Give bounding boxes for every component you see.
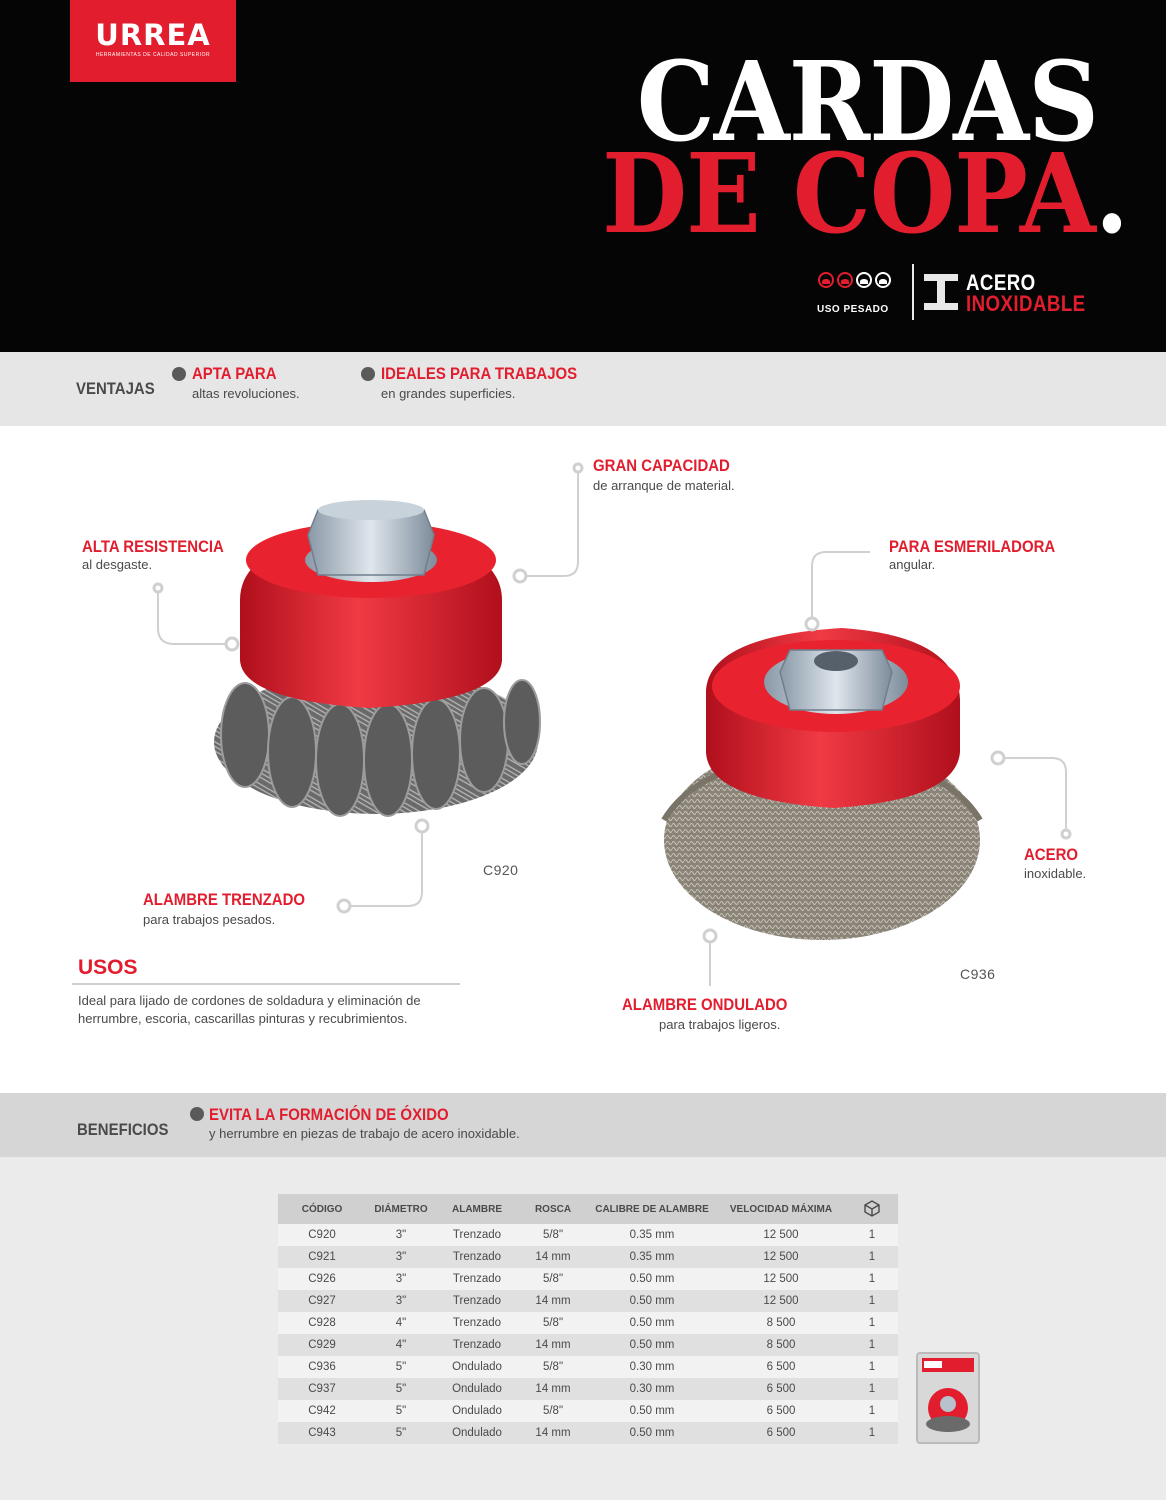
cell-cantidad: 1 — [846, 1246, 898, 1268]
col-header-diametro: DIÁMETRO — [366, 1194, 436, 1224]
material-line-1: ACERO — [966, 270, 1036, 295]
table-row — [278, 1246, 898, 1268]
col-header-velocidad: VELOCIDAD MÁXIMA — [716, 1194, 846, 1224]
cell-rosca: 14 mm — [518, 1422, 588, 1444]
cell-calibre: 0.30 mm — [588, 1356, 716, 1378]
cell-rosca: 14 mm — [518, 1334, 588, 1356]
feature-ondulado-sub: para trabajos ligeros. — [659, 1017, 781, 1032]
feature-alta-resistencia-title: ALTA RESISTENCIA — [82, 537, 224, 556]
cell-velocidad: 12 500 — [716, 1268, 846, 1290]
cell-velocidad: 8 500 — [716, 1312, 846, 1334]
col-header-codigo: CÓDIGO — [278, 1194, 366, 1224]
beneficios-band — [0, 1093, 1166, 1157]
col-header-alambre: ALAMBRE — [436, 1194, 518, 1224]
table-row — [278, 1224, 898, 1246]
table-row — [278, 1312, 898, 1334]
title-line-1: CARDAS — [636, 37, 1098, 167]
table-row — [278, 1356, 898, 1378]
cell-codigo: C920 — [278, 1224, 366, 1246]
cell-cantidad: 1 — [846, 1312, 898, 1334]
beneficio-sub: y herrumbre en piezas de trabajo de acero inoxidable. — [209, 1126, 520, 1141]
cell-calibre: 0.50 mm — [588, 1400, 716, 1422]
cell-calibre: 0.35 mm — [588, 1224, 716, 1246]
product-code-left: C920 — [483, 862, 519, 878]
title-line-2-text: DE COPA — [602, 129, 1095, 259]
usos-divider — [72, 983, 460, 985]
cell-diametro: 5" — [366, 1356, 436, 1378]
table-row — [278, 1378, 898, 1400]
feature-esmeriladora-sub: angular. — [889, 557, 936, 572]
cell-alambre: Ondulado — [436, 1422, 518, 1444]
title-dot: . — [1094, 129, 1128, 259]
product-code-right: C936 — [960, 966, 996, 982]
ventajas-label: VENTAJAS — [76, 379, 155, 398]
cell-velocidad: 12 500 — [716, 1290, 846, 1312]
cell-cantidad: 1 — [846, 1268, 898, 1290]
cell-diametro: 3" — [366, 1224, 436, 1246]
col-header-package — [846, 1194, 898, 1224]
logo-tagline: HERRAMIENTAS DE CALIDAD SUPERIOR — [95, 52, 211, 58]
cell-cantidad: 1 — [846, 1290, 898, 1312]
feature-esmeriladora-title: PARA ESMERILADORA — [889, 537, 1056, 556]
cell-cantidad: 1 — [846, 1400, 898, 1422]
cell-diametro: 3" — [366, 1290, 436, 1312]
cell-codigo: C926 — [278, 1268, 366, 1290]
table-row — [278, 1268, 898, 1290]
cell-codigo: C936 — [278, 1356, 366, 1378]
beneficios-label: BENEFICIOS — [77, 1120, 169, 1139]
table-row — [278, 1290, 898, 1312]
cell-rosca: 14 mm — [518, 1290, 588, 1312]
cell-alambre: Trenzado — [436, 1268, 518, 1290]
cell-diametro: 3" — [366, 1246, 436, 1268]
beneficio-title: EVITA LA FORMACIÓN DE ÓXIDO — [209, 1105, 449, 1124]
cell-calibre: 0.50 mm — [588, 1312, 716, 1334]
feature-alta-resistencia-sub: al desgaste. — [82, 557, 153, 572]
feature-gran-capacidad-title: GRAN CAPACIDAD — [593, 456, 730, 475]
cell-codigo: C927 — [278, 1290, 366, 1312]
spec-table — [278, 1194, 898, 1444]
table-row — [278, 1334, 898, 1356]
cell-calibre: 0.35 mm — [588, 1246, 716, 1268]
cell-cantidad: 1 — [846, 1378, 898, 1400]
cell-alambre: Ondulado — [436, 1378, 518, 1400]
cell-codigo: C937 — [278, 1378, 366, 1400]
cell-alambre: Ondulado — [436, 1400, 518, 1422]
ventaja-1-title: APTA PARA — [192, 364, 277, 383]
cell-diametro: 4" — [366, 1312, 436, 1334]
cell-velocidad: 12 500 — [716, 1224, 846, 1246]
feature-gran-capacidad-sub: de arranque de material. — [593, 478, 735, 493]
cell-velocidad: 6 500 — [716, 1422, 846, 1444]
cell-codigo: C942 — [278, 1400, 366, 1422]
cell-codigo: C929 — [278, 1334, 366, 1356]
cell-codigo: C921 — [278, 1246, 366, 1268]
feature-trenzado-title: ALAMBRE TRENZADO — [143, 890, 306, 909]
cell-cantidad: 1 — [846, 1356, 898, 1378]
bullet — [190, 1107, 204, 1121]
cell-diametro: 5" — [366, 1400, 436, 1422]
ventaja-2-sub: en grandes superficies. — [381, 386, 516, 401]
usos-title: USOS — [78, 956, 138, 979]
cell-diametro: 3" — [366, 1268, 436, 1290]
cell-rosca: 5/8" — [518, 1312, 588, 1334]
cell-alambre: Trenzado — [436, 1246, 518, 1268]
cell-cantidad: 1 — [846, 1334, 898, 1356]
cell-calibre: 0.50 mm — [588, 1290, 716, 1312]
cell-cantidad: 1 — [846, 1422, 898, 1444]
cell-alambre: Ondulado — [436, 1356, 518, 1378]
cell-rosca: 5/8" — [518, 1400, 588, 1422]
cell-diametro: 5" — [366, 1422, 436, 1444]
feature-acero-sub: inoxidable. — [1024, 866, 1087, 881]
cell-rosca: 5/8" — [518, 1268, 588, 1290]
cell-velocidad: 6 500 — [716, 1378, 846, 1400]
cell-calibre: 0.30 mm — [588, 1378, 716, 1400]
col-header-calibre: CALIBRE DE ALAMBRE — [588, 1194, 716, 1224]
table-header-row — [278, 1194, 898, 1224]
cell-velocidad: 12 500 — [716, 1246, 846, 1268]
cell-calibre: 0.50 mm — [588, 1268, 716, 1290]
cell-velocidad: 6 500 — [716, 1400, 846, 1422]
brush-c920-illustration — [214, 500, 540, 816]
brush-c936-illustration — [664, 628, 980, 940]
table-row — [278, 1400, 898, 1422]
ventaja-1-sub: altas revoluciones. — [192, 386, 300, 401]
cell-alambre: Trenzado — [436, 1312, 518, 1334]
feature-acero-title: ACERO — [1024, 845, 1079, 864]
product-package-image — [916, 1352, 980, 1444]
cell-diametro: 5" — [366, 1378, 436, 1400]
cell-calibre: 0.50 mm — [588, 1422, 716, 1444]
feature-ondulado-title: ALAMBRE ONDULADO — [622, 995, 788, 1014]
cell-codigo: C928 — [278, 1312, 366, 1334]
box-icon — [863, 1199, 881, 1217]
cell-rosca: 5/8" — [518, 1356, 588, 1378]
feature-trenzado-sub: para trabajos pesados. — [143, 912, 276, 927]
package-illustration — [918, 1354, 978, 1442]
cell-codigo: C943 — [278, 1422, 366, 1444]
cell-rosca: 5/8" — [518, 1224, 588, 1246]
cell-alambre: Trenzado — [436, 1224, 518, 1246]
cell-rosca: 14 mm — [518, 1378, 588, 1400]
cell-alambre: Trenzado — [436, 1290, 518, 1312]
cell-alambre: Trenzado — [436, 1334, 518, 1356]
ventaja-2-title: IDEALES PARA TRABAJOS — [381, 364, 578, 383]
cell-velocidad: 6 500 — [716, 1356, 846, 1378]
cell-diametro: 4" — [366, 1334, 436, 1356]
logo-text: URREA — [95, 18, 211, 52]
table-row — [278, 1422, 898, 1444]
cell-calibre: 0.50 mm — [588, 1334, 716, 1356]
col-header-rosca: ROSCA — [518, 1194, 588, 1224]
spec-table-body — [278, 1224, 898, 1444]
material-line-2: INOXIDABLE — [966, 291, 1086, 316]
cell-rosca: 14 mm — [518, 1246, 588, 1268]
uso-label: USO PESADO — [817, 304, 889, 315]
cell-cantidad: 1 — [846, 1224, 898, 1246]
usos-text: Ideal para lijado de cordones de soldadura y eliminación de herrumbre, escoria, cascarillas pinturas y recubrimientos. — [78, 993, 421, 1026]
cell-velocidad: 8 500 — [716, 1334, 846, 1356]
